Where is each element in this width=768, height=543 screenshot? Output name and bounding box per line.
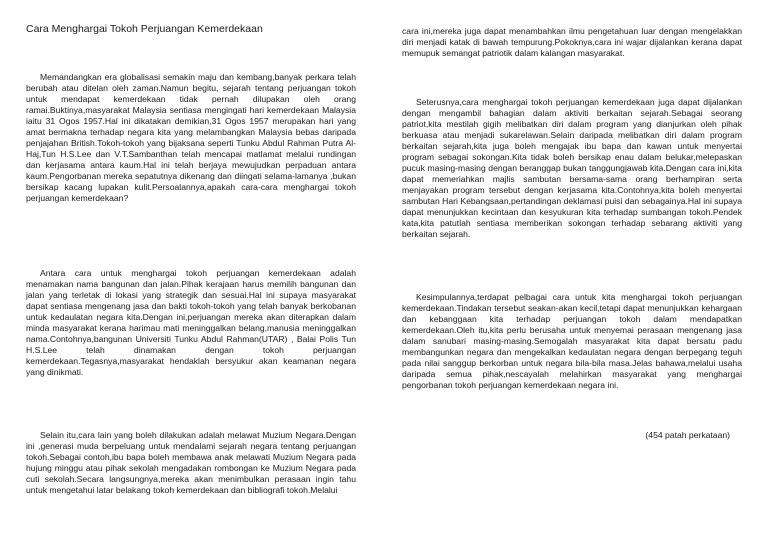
paragraph-introduction: Memandangkan era globalisasi semakin maju dan kembang,banyak perkara telah berubah atau ditelan oleh zaman.Namun begitu, sejarah tentang perjuangan tokoh untuk mendapat kemerdekaan tidak pernah dilupakan oleh orang ramai.Buktinya,masyarakat Malaysia sentiasa mengingati hari kemerdekaan Malaysia iaitu 31 Ogos 1957.Hal ini dikatakan demikian,31 Ogos 1957 merupakan hari yang amat bermakna terhadap negara kita yang melambangkan Malaysia bebas daripada penjajahan British.Tokoh-tokoh yang bijaksana seperti Tunku Abdul Rahman Putra Al-Haj,Tun H.S.Lee dan V.T.Sambanthan telah mencapai matlamat melalui rundingan dan kerjasama antara kaum.Hal ini telah berjaya mewujudkan perpaduan antara kaum.Pengorbanan mereka sepatutnya dikenang dan diingati selama-lamanya ,bukan bersikap kacang lupakan kulit.Persoalannya,apakah cara-cara menghargai tokoh perjuangan kemerdekaan? bbox=[26, 72, 356, 203]
essay-title: Cara Menghargai Tokoh Perjuangan Kemerdekaan bbox=[26, 23, 263, 35]
word-count: (454 patah perkataan) bbox=[645, 430, 730, 440]
paragraph-point-two-continued: cara ini,mereka juga dapat menambahkan ilmu pengetahuan luar dengan mengelakkan diri menjadi katak di bawah tempurung.Pokoknya,cara ini wajar dijalankan kerana dapat memupuk semangat patriotik dalam kalangan masyarakat. bbox=[402, 26, 742, 58]
paragraph-point-two: Selain itu,cara lain yang boleh dilakukan adalah melawat Muzium Negara.Dengan ini ,generasi muda berpeluang untuk mendalami sejarah negara tentang perjuangan tokoh.Sebagai contoh,ibu bapa boleh membawa anak melawati Muzium Negara pada hujung minggu atau pihak sekolah mengadakan rombongan ke Muzium Negara pada cuti sekolah.Secara langsungnya,mereka akan menimbulkan perasaan ingin tahu untuk mengetahui latar belakang tokoh kemerdekaan dan bibliografi tokoh.Melalui bbox=[26, 430, 356, 495]
paragraph-point-three: Seterusnya,cara menghargai tokoh perjuangan kemerdekaan juga dapat dijalankan dengan mengambil bahagian dalam aktiviti berkaitan sejarah.Sebagai seorang patriot,kita mestilah gigih melibatkan diri dalam program yang dianjurkan oleh pihak berkuasa atau menjadi sukarelawan.Selain daripada melibatkan diri dalam program berkaitan sejarah,kita juga boleh mengajak ibu bapa dan kawan untuk menyertai program sebagai sokongan.Kita tidak boleh bersikap enau dalam belukar,melepaskan pucuk masing-masing dengan beranggap bukan tanggungjawab kita.Dengan cara ini,kita dapat memeriahkan majlis sambutan bersama-sama orang berhampiran serta menjayakan program tersebut dengan kerjasama kita.Contohnya,kita boleh menyertai sambutan Hari Kebangsaan,pertandingan deklamasi puisi dan sebagainya.Hal ini supaya dapat menunjukkan kecintaan dan kesyukuran kita terhadap sumbangan tokoh.Pendek kata,kita patutlah sentiasa memberikan sokongan terhadap sebarang aktiviti yang berkaitan sejarah. bbox=[402, 97, 742, 239]
paragraph-point-one: Antara cara untuk menghargai tokoh perjuangan kemerdekaan adalah menamakan nama bangunan dan jalan.Pihak kerajaan harus memilih bangunan dan jalan yang terletak di lokasi yang strategik dan sesuai.Hal ini supaya masyarakat dapat sentiasa mengenang jasa dan bakti tokoh-tokoh yang telah banyak berkobanan untuk kedaulatan negara kita.Dengan ini,perjuangan mereka akan diterapkan dalam minda masyarakat kerana harimau mati meninggalkan belang,manusia meninggalkan nama.Contohnya,bangunan Universiti Tunku Abdul Rahman(UTAR) , Balai Polis Tun H.S.Lee telah dinamakan dengan tokoh perjuangan kemerdekaan.Tegasnya,masyarakat hendaklah bersyukur akan keamanan negara yang dinikmati. bbox=[26, 268, 356, 377]
paragraph-conclusion: Kesimpulannya,terdapat pelbagai cara untuk kita menghargai tokoh perjuangan kemerdekaan.Tindakan tersebut seakan-akan kecil,tetapi dapat menunjukkan kehargaan dan kebanggaan kita terhadap perjuangan tokoh dalam mendapatkan kemerdekaan.Oleh itu,kita perlu berusaha untuk menyemai perasaan mengenang jasa dalam sanubari masing-masing.Semogalah masyarakat kita dapat bersatu padu membangunkan negara dan mengekalkan kedaulatan negara dengan berpegang teguh pada nilai sanggup berkorban untuk negara bila-bila masa.Jelas bahawa,melalui usaha daripada semua pihak,nescayalah melahirkan masyarakat yang menghargai pengorbanan tokoh perjuangan kemerdekaan negara ini. bbox=[402, 292, 742, 390]
